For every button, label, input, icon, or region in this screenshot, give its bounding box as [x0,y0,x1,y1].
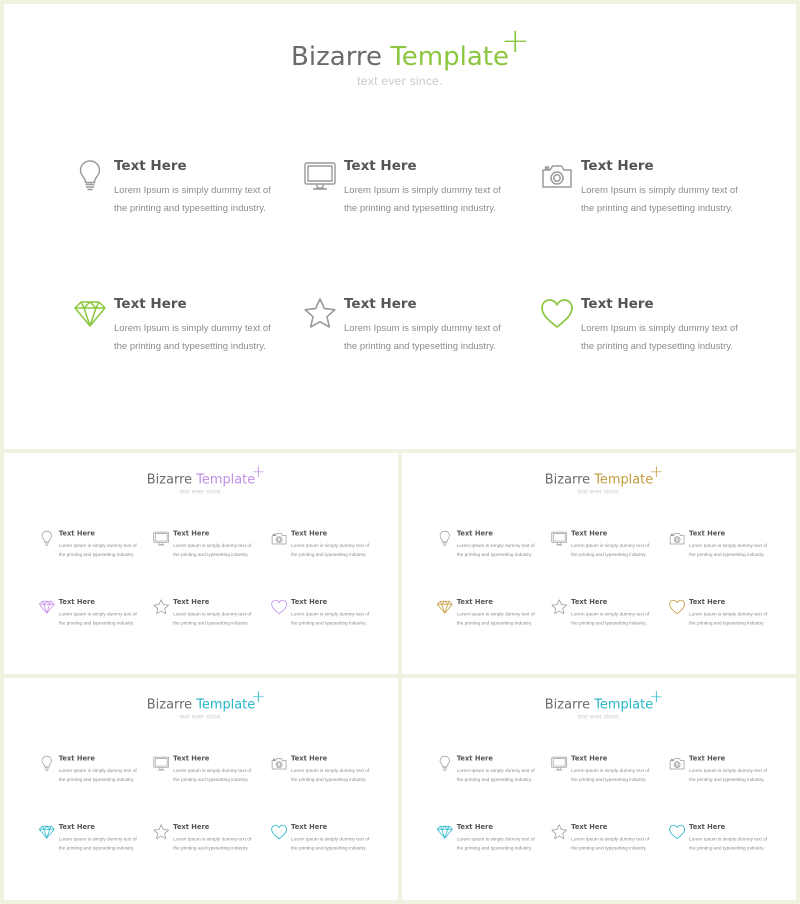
slide-subtitle: text ever since. [179,487,223,495]
feature-heading: Text Here [114,296,187,312]
feature-description: Lorem Ipsum is simply dummy text of the printing and typesetting industry. [689,768,768,783]
heart-icon [539,296,575,332]
lightbulb-icon [436,755,454,773]
feature-description: Lorem Ipsum is simply dummy text of the printing and typesetting industry. [58,836,137,852]
slide-thumbnail-cyan[interactable] [402,678,796,900]
diamond-icon [72,296,108,332]
feature-description: Lorem Ipsum is simply dummy text of the printing and typesetting industry. [114,323,271,352]
feature-item [668,530,782,570]
feature-description: Lorem Ipsum is simply dummy text of the printing and typesetting industry. [291,611,370,627]
lightbulb-icon [38,755,56,773]
camera-icon [668,755,686,773]
feature-heading: Text Here [456,598,493,607]
feature-heading: Text Here [344,296,417,312]
feature-description: Lorem Ipsum is simply dummy text of the printing and typesetting industry. [291,836,370,852]
feature-description: Lorem Ipsum is simply dummy text of the printing and typesetting industry. [456,611,535,627]
star-icon [152,598,170,616]
feature-item [539,296,769,376]
plus-icon: + [501,21,530,61]
feature-item [270,530,384,570]
feature-heading: Text Here [291,754,328,763]
feature-heading: Text Here [58,754,95,763]
star-icon [550,598,568,616]
feature-description: Lorem Ipsum is simply dummy text of the printing and typesetting industry. [456,836,535,852]
feature-heading: Text Here [58,529,95,538]
feature-item [668,823,782,863]
diamond-icon [38,823,56,841]
feature-heading: Text Here [173,823,210,832]
feature-item [152,598,266,638]
feature-heading: Text Here [571,754,608,763]
camera-icon [668,530,686,548]
feature-description: Lorem Ipsum is simply dummy text of the printing and typesetting industry. [344,185,501,214]
feature-item [152,755,266,795]
feature-item [668,598,782,638]
monitor-icon [302,158,338,194]
title-main: Bizarre [146,471,193,487]
feature-description: Lorem Ipsum is simply dummy text of the printing and typesetting industry. [689,543,768,558]
title-main: Bizarre [291,42,383,72]
diamond-icon [436,598,454,616]
feature-heading: Text Here [689,754,726,763]
heart-icon [668,598,686,616]
feature-description: Lorem Ipsum is simply dummy text of the printing and typesetting industry. [173,768,252,783]
feature-heading: Text Here [581,158,654,174]
lightbulb-icon [72,158,108,194]
feature-heading: Text Here [58,598,95,607]
plus-icon: + [251,461,266,482]
star-icon [550,823,568,841]
title-accent: Template [196,471,256,487]
slide-title [4,697,398,712]
slide-thumbnail-purple[interactable] [4,453,398,674]
lightbulb-icon [436,530,454,548]
feature-heading: Text Here [456,529,493,538]
monitor-icon [152,755,170,773]
feature-description: Lorem Ipsum is simply dummy text of the printing and typesetting industry. [114,185,271,214]
feature-item [152,823,266,863]
feature-item [38,755,152,795]
feature-item [436,823,550,863]
slide-title [4,42,796,72]
feature-description: Lorem Ipsum is simply dummy text of the printing and typesetting industry. [571,836,650,852]
feature-heading: Text Here [571,529,608,538]
feature-heading: Text Here [689,823,726,832]
title-accent: Template [594,696,654,712]
feature-heading: Text Here [456,754,493,763]
feature-heading: Text Here [291,529,328,538]
slide-subtitle: text ever since. [179,712,223,720]
feature-description: Lorem Ipsum is simply dummy text of the printing and typesetting industry. [173,836,252,852]
slide-title [402,472,796,487]
feature-item [550,823,664,863]
heart-icon [668,823,686,841]
feature-item [72,158,302,238]
diamond-icon [38,598,56,616]
slide-thumbnail-gold[interactable] [402,453,796,674]
monitor-icon [550,755,568,773]
feature-description: Lorem Ipsum is simply dummy text of the printing and typesetting industry. [456,543,535,558]
feature-heading: Text Here [571,598,608,607]
title-main: Bizarre [146,696,193,712]
feature-heading: Text Here [173,754,210,763]
star-icon [152,823,170,841]
plus-icon: + [649,461,664,482]
feature-item [38,530,152,570]
feature-description: Lorem Ipsum is simply dummy text of the printing and typesetting industry. [58,611,137,627]
feature-heading: Text Here [571,823,608,832]
feature-heading: Text Here [689,598,726,607]
feature-item [550,755,664,795]
feature-description: Lorem Ipsum is simply dummy text of the printing and typesetting industry. [571,768,650,783]
title-accent: Template [594,471,654,487]
feature-item [38,598,152,638]
feature-description: Lorem Ipsum is simply dummy text of the printing and typesetting industry. [291,768,370,783]
feature-heading: Text Here [344,158,417,174]
feature-description: Lorem Ipsum is simply dummy text of the printing and typesetting industry. [571,611,650,627]
slide-title [402,697,796,712]
star-icon [302,296,338,332]
slide-large[interactable] [4,4,796,449]
plus-icon: + [251,686,266,707]
feature-item [668,755,782,795]
feature-description: Lorem Ipsum is simply dummy text of the printing and typesetting industry. [571,543,650,558]
feature-heading: Text Here [291,598,328,607]
title-accent: Template [196,696,256,712]
slide-subtitle: text ever since. [357,74,443,88]
lightbulb-icon [38,530,56,548]
feature-description: Lorem Ipsum is simply dummy text of the printing and typesetting industry. [173,543,252,558]
plus-icon: + [649,686,664,707]
slide-subtitle: text ever since. [577,712,621,720]
feature-item [270,598,384,638]
slide-thumbnail-teal[interactable] [4,678,398,900]
feature-item [302,158,532,238]
feature-description: Lorem Ipsum is simply dummy text of the printing and typesetting industry. [689,611,768,627]
heart-icon [270,823,288,841]
slide-title [4,472,398,487]
feature-description: Lorem Ipsum is simply dummy text of the printing and typesetting industry. [456,768,535,783]
feature-heading: Text Here [456,823,493,832]
feature-item [436,598,550,638]
title-accent: Template [390,42,509,72]
feature-description: Lorem Ipsum is simply dummy text of the printing and typesetting industry. [291,543,370,558]
feature-heading: Text Here [291,823,328,832]
feature-heading: Text Here [173,598,210,607]
feature-heading: Text Here [58,823,95,832]
feature-item [270,823,384,863]
camera-icon [539,158,575,194]
feature-heading: Text Here [689,529,726,538]
feature-description: Lorem Ipsum is simply dummy text of the printing and typesetting industry. [58,768,137,783]
feature-item [436,755,550,795]
feature-item [302,296,532,376]
feature-description: Lorem Ipsum is simply dummy text of the printing and typesetting industry. [581,323,738,352]
monitor-icon [550,530,568,548]
feature-item [539,158,769,238]
feature-description: Lorem Ipsum is simply dummy text of the printing and typesetting industry. [173,611,252,627]
diamond-icon [436,823,454,841]
feature-description: Lorem Ipsum is simply dummy text of the printing and typesetting industry. [689,836,768,852]
title-main: Bizarre [544,696,591,712]
feature-heading: Text Here [581,296,654,312]
feature-item [38,823,152,863]
slide-subtitle: text ever since. [577,487,621,495]
feature-item [152,530,266,570]
feature-item [550,598,664,638]
feature-item [270,755,384,795]
feature-heading: Text Here [114,158,187,174]
feature-item [550,530,664,570]
camera-icon [270,755,288,773]
feature-description: Lorem Ipsum is simply dummy text of the printing and typesetting industry. [58,543,137,558]
feature-item [72,296,302,376]
feature-description: Lorem Ipsum is simply dummy text of the printing and typesetting industry. [344,323,501,352]
title-main: Bizarre [544,471,591,487]
monitor-icon [152,530,170,548]
feature-item [436,530,550,570]
feature-heading: Text Here [173,529,210,538]
feature-description: Lorem Ipsum is simply dummy text of the printing and typesetting industry. [581,185,738,214]
camera-icon [270,530,288,548]
heart-icon [270,598,288,616]
